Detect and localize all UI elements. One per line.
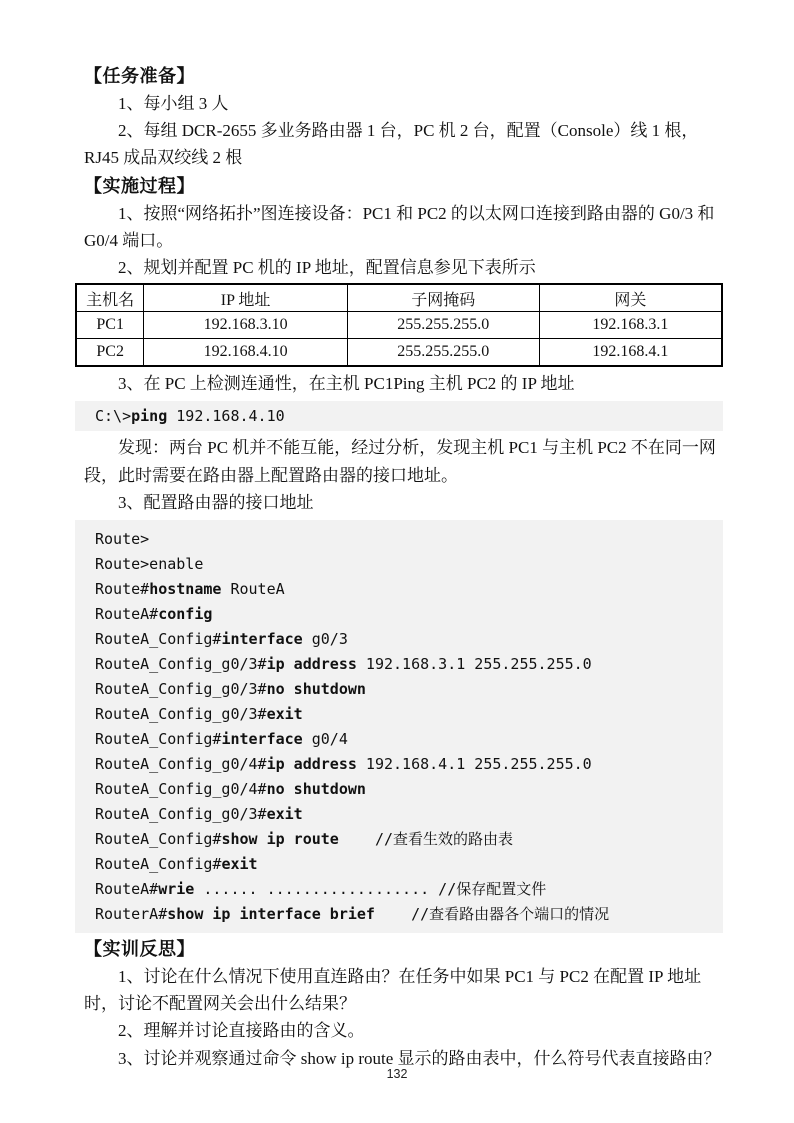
command-keyword: show ip interface brief: [167, 905, 375, 924]
code-line: [95, 802, 723, 827]
section-heading-process: 【实施过程】: [84, 175, 195, 196]
code-line: [95, 777, 723, 802]
code-line: [95, 652, 723, 677]
command-text: RouteA_Config_g0/4#: [95, 780, 267, 799]
process-step-1: 1、按照“网络拓扑”图连接设备：PC1 和 PC2 的以太网口连接到路由器的 G0/3 和 G0/4 端口。: [84, 203, 715, 250]
code-line: [95, 552, 723, 577]
command-text: Route>enable: [95, 555, 204, 574]
table-cell: 192.168.4.1: [539, 339, 722, 367]
finding-paragraph: 发现：两台 PC 机并不能互能，经过分析，发现主机 PC1 与主机 PC2 不在同一网段，此时需要在路由器上配置路由器的接口地址。: [84, 438, 716, 485]
command-text: RouteA_Config#: [95, 730, 222, 749]
command-text: //查看路由器各个端口的情况: [374, 905, 610, 924]
command-text: 192.168.4.10: [167, 407, 285, 426]
code-line: [95, 727, 723, 752]
table-row: [76, 339, 722, 367]
ip-config-table-header: [76, 284, 722, 312]
table-header-cell: 网关: [539, 284, 722, 312]
task-prep-item-2: 2、每组 DCR-2655 多业务路由器 1 台，PC 机 2 台，配置（Console）线 1 根，RJ45 成品双绞线 2 根: [84, 121, 699, 168]
code-line: [95, 702, 723, 727]
command-text: g0/3: [302, 630, 348, 649]
command-text: ...... .................. //保存配置文件: [194, 880, 547, 899]
command-text: RouteA_Config_g0/4#: [95, 755, 267, 774]
section-heading-task-prep: 【任务准备】: [84, 66, 195, 86]
code-line: [95, 877, 723, 902]
table-cell: 192.168.3.1: [539, 312, 722, 339]
command-text: RouteA_Config#: [95, 830, 222, 849]
process-step-3b: 3、配置路由器的接口地址: [118, 492, 314, 512]
command-keyword: exit: [266, 705, 303, 724]
command-text: RouterA#: [95, 905, 168, 924]
code-line: [95, 677, 723, 702]
command-keyword: no shutdown: [266, 780, 366, 799]
table-header-cell: 主机名: [76, 284, 144, 312]
ip-config-table-body: [76, 312, 722, 367]
code-line: [95, 527, 723, 552]
table-cell: 255.255.255.0: [347, 339, 539, 367]
page-number: 132: [386, 1067, 408, 1081]
code-line: [95, 852, 723, 877]
table-header-cell: IP 地址: [144, 284, 347, 312]
router-config-code-block: [75, 520, 723, 933]
table-cell: PC1: [76, 312, 144, 339]
ip-config-table: [75, 283, 723, 367]
table-cell: 192.168.3.10: [144, 312, 347, 339]
reflection-item-2: 2、理解并讨论直接路由的含义。: [118, 1021, 365, 1041]
table-header-row: [76, 284, 722, 312]
reflection-item-3: 3、讨论并观察通过命令 show ip route 显示的路由表中，什么符号代表直接路由？: [118, 1048, 721, 1068]
command-keyword: interface: [221, 630, 303, 649]
command-text: //查看生效的路由表: [338, 830, 514, 849]
command-text: RouteA_Config_g0/3#: [95, 705, 267, 724]
table-cell: 192.168.4.10: [144, 339, 347, 367]
table-header-cell: 子网掩码: [347, 284, 539, 312]
command-text: Route>: [95, 530, 150, 549]
command-text: RouteA_Config#: [95, 630, 222, 649]
command-keyword: interface: [221, 730, 303, 749]
task-prep-item-1: 1、每小组 3 人: [118, 94, 229, 113]
command-keyword: show ip route: [221, 830, 339, 849]
command-keyword: ip address: [266, 755, 357, 774]
command-text: RouteA_Config#: [95, 855, 222, 874]
table-cell: PC2: [76, 339, 144, 367]
table-row: [76, 312, 722, 339]
code-line: [95, 627, 723, 652]
command-text: 192.168.4.1 255.255.255.0: [356, 755, 592, 774]
command-keyword: config: [158, 605, 213, 624]
process-step-2: 2、规划并配置 PC 机的 IP 地址，配置信息参见下表所示: [118, 258, 536, 278]
ping-command-line: [75, 401, 723, 431]
command-text: RouteA_Config_g0/3#: [95, 680, 267, 699]
command-text: RouteA#: [95, 605, 159, 624]
command-keyword: wrie: [158, 880, 195, 899]
command-text: C:\>: [95, 407, 132, 426]
command-text: RouteA#: [95, 880, 159, 899]
code-line: [95, 902, 723, 927]
code-line: [95, 752, 723, 777]
command-keyword: ping: [131, 407, 168, 426]
reflection-item-1: 1、讨论在什么情况下使用直连路由？在任务中如果 PC1 与 PC2 在配置 IP 地址时，讨论不配置网关会出什么结果？: [84, 967, 702, 1014]
command-keyword: exit: [221, 855, 258, 874]
command-text: Route#: [95, 580, 150, 599]
code-line: [95, 577, 723, 602]
table-cell: 255.255.255.0: [347, 312, 539, 339]
code-line: [95, 827, 723, 852]
command-keyword: hostname: [149, 580, 222, 599]
command-keyword: no shutdown: [266, 680, 366, 699]
section-heading-reflection: 【实训反思】: [84, 939, 195, 960]
command-text: RouteA: [221, 580, 285, 599]
document-page: [75, 62, 723, 1072]
command-text: RouteA_Config_g0/3#: [95, 805, 267, 824]
process-step-3: 3、在 PC 上检测连通性，在主机 PC1Ping 主机 PC2 的 IP 地址: [118, 374, 575, 394]
code-line: [95, 602, 723, 627]
command-keyword: ip address: [266, 655, 357, 674]
command-text: RouteA_Config_g0/3#: [95, 655, 267, 674]
command-text: g0/4: [302, 730, 348, 749]
command-keyword: exit: [266, 805, 303, 824]
command-text: 192.168.3.1 255.255.255.0: [356, 655, 592, 674]
